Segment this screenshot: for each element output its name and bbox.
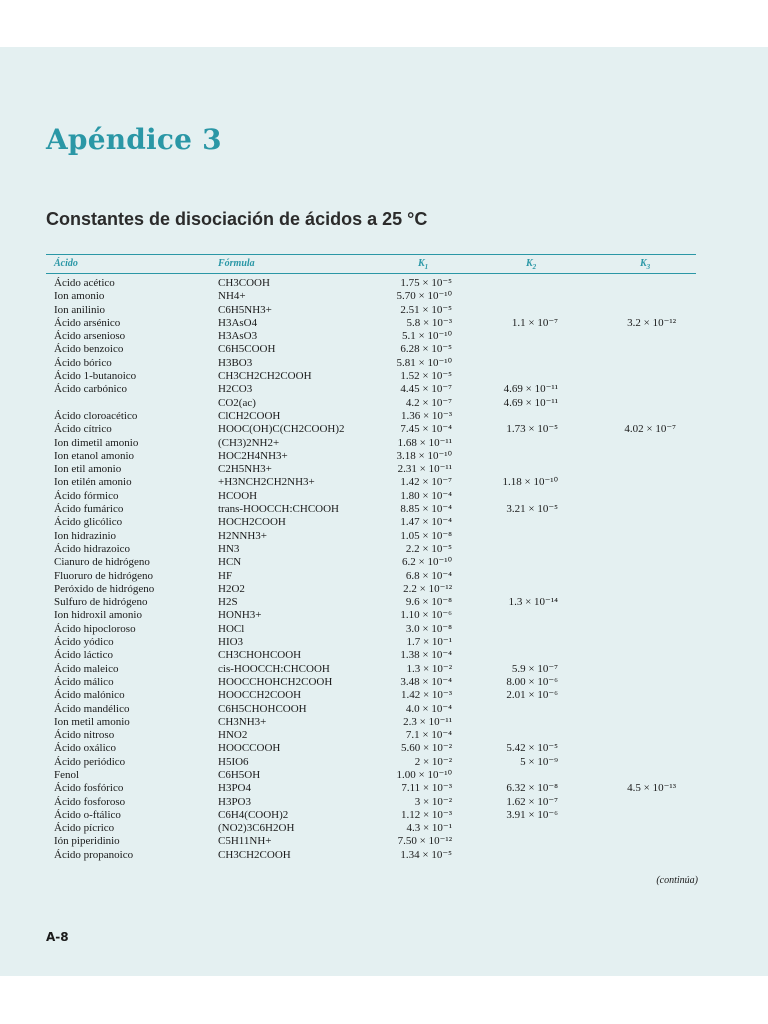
acid-name: Fenol [54, 768, 80, 781]
acid-name: Ion hidroxil amonio [54, 609, 142, 622]
k1-value: 2.2 × 10⁻⁵ [405, 542, 452, 555]
k2-subscript: 2 [532, 263, 537, 271]
column-header-k1 [418, 258, 428, 271]
k2-value: 1.1 × 10⁻⁷ [511, 316, 558, 329]
table-row [46, 397, 696, 410]
formula: HOOCCHOHCH2COOH [218, 675, 333, 688]
k2-value: 1.73 × 10⁻⁵ [506, 423, 558, 436]
acid-name: Cianuro de hidrógeno [54, 556, 150, 569]
formula: C6H4(COOH)2 [218, 808, 289, 821]
formula: H2CO3 [218, 383, 253, 396]
k1-value: 7.50 × 10⁻¹² [397, 835, 452, 848]
appendix-title: Apéndice 3 [46, 123, 222, 156]
table-row [46, 742, 696, 755]
k2-letter: K [526, 258, 533, 269]
table-row [46, 490, 696, 503]
formula: H3BO3 [218, 356, 253, 369]
formula: HOC2H4NH3+ [218, 449, 288, 462]
formula: HCOOH [218, 489, 258, 502]
table-row [46, 796, 696, 809]
acid-name: Ion hidrazinio [54, 529, 117, 542]
k2-value: 6.32 × 10⁻⁸ [506, 782, 558, 795]
formula: HOOCCH2COOH [218, 689, 302, 702]
k1-value: 1.52 × 10⁻⁵ [400, 370, 452, 383]
k3-value: 3.2 × 10⁻¹² [627, 316, 676, 329]
table-row [46, 809, 696, 822]
k2-value: 4.69 × 10⁻¹¹ [503, 396, 558, 409]
acid-name: Sulfuro de hidrógeno [54, 596, 148, 609]
appendix-page [0, 47, 768, 976]
formula: H2S [218, 596, 238, 609]
table-row [46, 530, 696, 543]
k1-value: 5.60 × 10⁻² [400, 742, 452, 755]
k1-value: 1.80 × 10⁻⁴ [400, 489, 452, 502]
k1-value: 4.0 × 10⁻⁴ [405, 702, 452, 715]
k1-value: 1.68 × 10⁻¹¹ [397, 436, 452, 449]
table-row [46, 663, 696, 676]
k2-value: 4.69 × 10⁻¹¹ [503, 383, 558, 396]
k1-value: 1.42 × 10⁻³ [400, 689, 452, 702]
acid-name: Peróxido de hidrógeno [54, 582, 155, 595]
table-row [46, 649, 696, 662]
formula: CH3CH2COOH [218, 848, 291, 861]
table-row [46, 729, 696, 742]
k1-value: 1.10 × 10⁻⁶ [400, 609, 452, 622]
acid-name: Ácido hidrazoico [54, 542, 131, 555]
acid-name: Ion anilinio [54, 303, 106, 316]
table-row [46, 636, 696, 649]
k1-value: 6.2 × 10⁻¹⁰ [402, 556, 452, 569]
formula: trans-HOOCCH:CHCOOH [218, 503, 339, 516]
table-row [46, 849, 696, 862]
table-row [46, 290, 696, 303]
table-row [46, 689, 696, 702]
table-row [46, 330, 696, 343]
formula: HN3 [218, 542, 240, 555]
acid-name: Ácido fosforoso [54, 795, 126, 808]
formula: H3AsO3 [218, 330, 258, 343]
k1-value: 1.00 × 10⁻¹⁰ [396, 768, 452, 781]
k1-value: 1.7 × 10⁻¹ [406, 636, 452, 649]
k1-value: 3 × 10⁻² [414, 795, 452, 808]
acid-name: Ácido fumárico [54, 503, 124, 516]
k1-value: 1.75 × 10⁻⁵ [400, 277, 452, 289]
k1-value: 7.11 × 10⁻³ [401, 782, 452, 795]
acid-name: Ácido periódico [54, 755, 126, 768]
acid-name: Ácido cítrico [54, 423, 112, 436]
formula: H3PO3 [218, 795, 252, 808]
table-row [46, 596, 696, 609]
formula: H2NNH3+ [218, 529, 267, 542]
k1-value: 1.38 × 10⁻⁴ [400, 649, 452, 662]
acid-name: Ácido arsénico [54, 316, 121, 329]
k3-value: 4.5 × 10⁻¹³ [627, 782, 676, 795]
table-row [46, 756, 696, 769]
k1-value: 5.81 × 10⁻¹⁰ [396, 356, 452, 369]
formula: HOCl [218, 622, 245, 635]
table-row [46, 304, 696, 317]
formula: C6H5NH3+ [218, 303, 272, 316]
k1-subscript: 1 [424, 263, 429, 271]
column-header-k3 [640, 258, 650, 271]
k1-value: 4.2 × 10⁻⁷ [405, 396, 452, 409]
table-row [46, 583, 696, 596]
formula: CH3COOH [218, 277, 270, 289]
page-number: A-8 [46, 930, 69, 944]
formula: H3PO4 [218, 782, 252, 795]
formula: HOCH2COOH [218, 516, 286, 529]
acid-name: Ácido pícrico [54, 822, 115, 835]
continued-note: (continúa) [656, 875, 698, 886]
acid-name: Ácido propanoico [54, 848, 134, 861]
formula: HIO3 [218, 636, 244, 649]
k2-value: 1.18 × 10⁻¹⁰ [502, 476, 558, 489]
table-row [46, 476, 696, 489]
formula: HOOC(OH)C(CH2COOH)2 [218, 423, 345, 436]
table-row [46, 317, 696, 330]
k1-value: 2.51 × 10⁻⁵ [400, 303, 452, 316]
k2-value: 2.01 × 10⁻⁶ [506, 689, 558, 702]
formula: H2O2 [218, 582, 245, 595]
table-row [46, 383, 696, 396]
acid-name: Ácido malónico [54, 689, 125, 702]
k1-value: 1.36 × 10⁻³ [400, 409, 452, 422]
k2-value: 1.62 × 10⁻⁷ [506, 795, 558, 808]
k1-value: 7.1 × 10⁻⁴ [405, 729, 452, 742]
formula: C5H11NH+ [218, 835, 272, 848]
formula: HNO2 [218, 729, 248, 742]
column-header-formula: Fórmula [218, 258, 255, 269]
formula: C6H5OH [218, 768, 261, 781]
acid-name: Ácido carbónico [54, 383, 127, 396]
table-row [46, 437, 696, 450]
table-row [46, 835, 696, 848]
k1-value: 1.3 × 10⁻² [406, 662, 452, 675]
k1-value: 5.70 × 10⁻¹⁰ [396, 290, 452, 303]
acid-name: Ácido bórico [54, 356, 112, 369]
k1-value: 3.18 × 10⁻¹⁰ [396, 449, 452, 462]
k1-value: 8.85 × 10⁻⁴ [400, 503, 452, 516]
column-header-acid: Ácido [54, 258, 78, 269]
table-row [46, 463, 696, 476]
table-row [46, 822, 696, 835]
table-row [46, 516, 696, 529]
k2-value: 5 × 10⁻⁹ [520, 755, 558, 768]
k1-value: 2 × 10⁻² [414, 755, 452, 768]
acid-name: Ion metil amonio [54, 715, 130, 728]
k1-value: 2.2 × 10⁻¹² [403, 582, 452, 595]
formula: HF [218, 569, 233, 582]
k1-value: 5.8 × 10⁻³ [406, 316, 452, 329]
acid-name: Fluoruro de hidrógeno [54, 569, 153, 582]
table-row [46, 556, 696, 569]
k2-value: 3.91 × 10⁻⁶ [506, 808, 558, 821]
table-row [46, 423, 696, 436]
acid-name: Ácido hipocloroso [54, 622, 136, 635]
acid-name: Ácido fosfórico [54, 782, 124, 795]
acid-name: Ácido yódico [54, 636, 114, 649]
k1-value: 1.12 × 10⁻³ [400, 808, 452, 821]
acid-name: Ion dimetil amonio [54, 436, 139, 449]
table-row [46, 543, 696, 556]
k3-value: 4.02 × 10⁻⁷ [624, 423, 676, 436]
acid-name: Ácido nitroso [54, 729, 115, 742]
table-row [46, 769, 696, 782]
formula: CH3CHOHCOOH [218, 649, 302, 662]
k2-value: 5.9 × 10⁻⁷ [511, 662, 558, 675]
formula: HOOCCOOH [218, 742, 281, 755]
k1-value: 1.47 × 10⁻⁴ [400, 516, 452, 529]
table-row [46, 370, 696, 383]
k1-value: 3.0 × 10⁻⁸ [405, 622, 452, 635]
k2-value: 5.42 × 10⁻⁵ [506, 742, 558, 755]
k1-value: 6.28 × 10⁻⁵ [400, 343, 452, 356]
table-row [46, 410, 696, 423]
k1-value: 5.1 × 10⁻¹⁰ [402, 330, 452, 343]
formula: (NO2)3C6H2OH [218, 822, 295, 835]
formula: HCN [218, 556, 242, 569]
acid-name: Ácido arsenioso [54, 330, 126, 343]
k1-value: 6.8 × 10⁻⁴ [405, 569, 452, 582]
formula: cis-HOOCCH:CHCOOH [218, 662, 330, 675]
table-header [46, 254, 696, 274]
acid-name: Ácido o-ftálico [54, 808, 121, 821]
k1-letter: K [418, 258, 425, 269]
formula: HONH3+ [218, 609, 262, 622]
acid-name: Ion amonio [54, 290, 105, 303]
acid-name: Ácido oxálico [54, 742, 117, 755]
k1-value: 3.48 × 10⁻⁴ [400, 675, 452, 688]
formula: CH3CH2CH2COOH [218, 370, 312, 383]
formula: C2H5NH3+ [218, 463, 272, 476]
acid-name: Ácido benzoico [54, 343, 124, 356]
formula: C6H5COOH [218, 343, 276, 356]
acid-name: Ion etil amonio [54, 463, 122, 476]
formula: ClCH2COOH [218, 409, 281, 422]
table-title: Constantes de disociación de ácidos a 25 °C [46, 209, 428, 229]
table-row [46, 782, 696, 795]
k1-value: 1.42 × 10⁻⁷ [400, 476, 452, 489]
table-row [46, 676, 696, 689]
formula: H5IO6 [218, 755, 249, 768]
acid-name: Ácido mandélico [54, 702, 130, 715]
formula: +H3NCH2CH2NH3+ [218, 476, 315, 489]
acid-name: Ácido fórmico [54, 489, 119, 502]
k2-value: 1.3 × 10⁻¹⁴ [508, 596, 558, 609]
acid-name: Ácido láctico [54, 649, 113, 662]
formula: H3AsO4 [218, 316, 258, 329]
column-header-k2 [526, 258, 536, 271]
acid-name: Ácido 1-butanoico [54, 370, 137, 383]
k1-value: 2.3 × 10⁻¹¹ [403, 715, 452, 728]
table-row [46, 450, 696, 463]
formula: (CH3)2NH2+ [218, 436, 280, 449]
acid-name: Ácido glicólico [54, 516, 123, 529]
table-row [46, 357, 696, 370]
k1-value: 2.31 × 10⁻¹¹ [397, 463, 452, 476]
formula: C6H5CHOHCOOH [218, 702, 307, 715]
formula: CO2(ac) [218, 396, 256, 409]
table-row [46, 716, 696, 729]
acid-name: Ion etilén amonio [54, 476, 132, 489]
acid-name: Ácido maleico [54, 662, 119, 675]
table-row [46, 609, 696, 622]
k3-letter: K [640, 258, 647, 269]
table-row [46, 503, 696, 516]
formula: NH4+ [218, 290, 246, 303]
table-row [46, 623, 696, 636]
acid-name: Ión piperidinio [54, 835, 120, 848]
formula: CH3NH3+ [218, 715, 267, 728]
k1-value: 9.6 × 10⁻⁸ [405, 596, 452, 609]
k1-value: 4.45 × 10⁻⁷ [400, 383, 452, 396]
k3-subscript: 3 [646, 263, 651, 271]
table-row [46, 570, 696, 583]
acid-name: Ácido málico [54, 675, 114, 688]
k1-value: 1.05 × 10⁻⁸ [400, 529, 452, 542]
table-row [46, 343, 696, 356]
k2-value: 8.00 × 10⁻⁶ [506, 675, 558, 688]
k2-value: 3.21 × 10⁻⁵ [506, 503, 558, 516]
table-row [46, 277, 696, 290]
table-row [46, 703, 696, 716]
k1-value: 7.45 × 10⁻⁴ [400, 423, 452, 436]
acid-name: Ácido acético [54, 277, 115, 289]
k1-value: 1.34 × 10⁻⁵ [400, 848, 452, 861]
acid-name: Ácido cloroacético [54, 409, 138, 422]
acid-name: Ion etanol amonio [54, 449, 135, 462]
table-body [46, 277, 696, 862]
k1-value: 4.3 × 10⁻¹ [406, 822, 452, 835]
